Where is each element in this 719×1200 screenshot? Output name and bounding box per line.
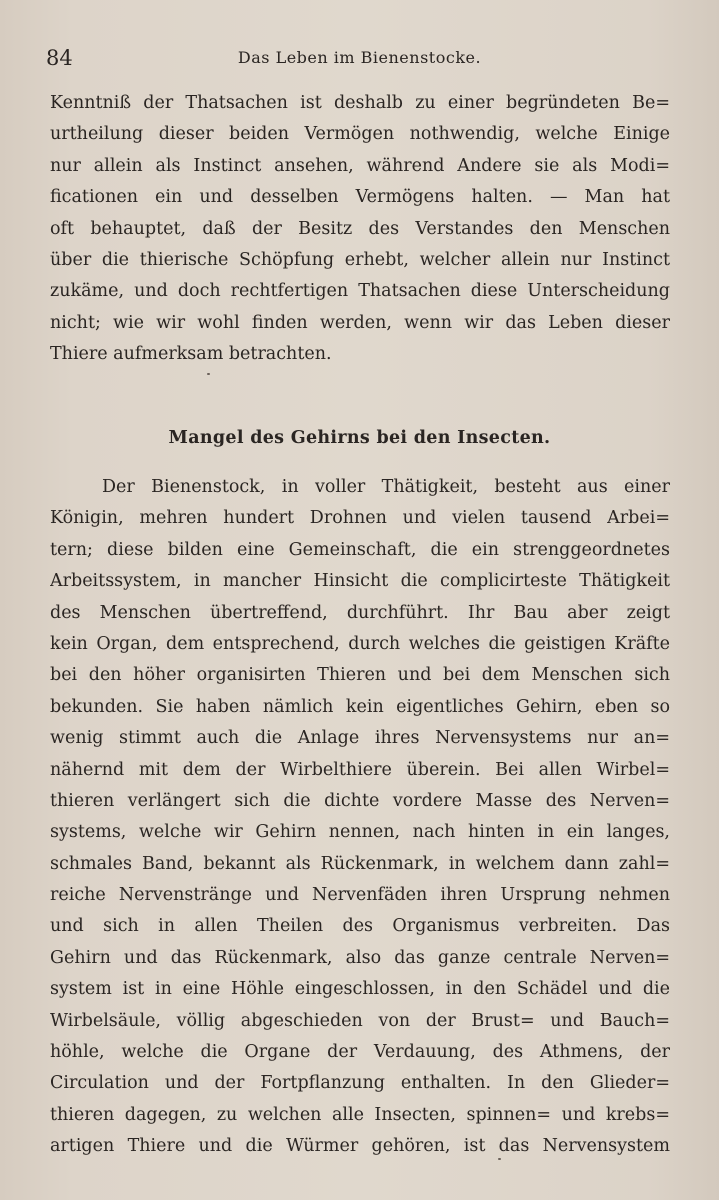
page-header <box>0 46 719 76</box>
text-line: system ist in eine Höhle eingeschlossen, in den Schädel und die <box>50 979 670 1000</box>
text-line: kein Organ, dem entsprechend, durch welches die geistigen Kräfte <box>50 633 670 654</box>
text-line: nicht; wie wir wohl finden werden, wenn wir das Leben dieser <box>50 312 670 333</box>
text-line: über die thierische Schöpfung erhebt, welcher allein nur Instinct <box>50 249 670 270</box>
ink-speck <box>498 1158 501 1160</box>
text-line: bekunden. Sie haben nämlich kein eigentliches Gehirn, eben so <box>50 696 670 717</box>
text-line: Arbeitssystem, in mancher Hinsicht die complicirteste Thätigkeit <box>50 571 670 592</box>
page-number: 84 <box>46 46 73 70</box>
ink-speck <box>207 373 210 375</box>
text-line: des Menschen übertreffend, durchführt. Ihr Bau aber zeigt <box>50 602 670 623</box>
text-line: artigen Thiere und die Würmer gehören, ist das Nervensystem <box>50 1136 670 1157</box>
text-line: Kenntniß der Thatsachen ist deshalb zu einer begründeten Be= <box>50 93 670 113</box>
running-title: Das Leben im Bienenstocke. <box>237 48 482 67</box>
text-line: schmales Band, bekannt als Rückenmark, in welchem dann zahl= <box>50 853 670 874</box>
text-line: Der Bienenstock, in voller Thätigkeit, besteht aus einer <box>102 477 670 497</box>
text-line: Circulation und der Fortpflanzung enthalten. In den Glieder= <box>50 1073 670 1094</box>
text-line: bei den höher organisirten Thieren und bei dem Menschen sich <box>50 665 670 686</box>
text-line: Gehirn und das Rückenmark, also das ganze centrale Nerven= <box>50 947 670 968</box>
text-line: wenig stimmt auch die Anlage ihres Nervensystems nur an= <box>50 728 670 749</box>
text-line: tern; diese bilden eine Gemeinschaft, die ein strenggeordnetes <box>50 539 670 560</box>
text-line: nähernd mit dem der Wirbelthiere überein. Bei allen Wirbel= <box>50 759 670 780</box>
text-line: urtheilung dieser beiden Vermögen nothwendig, welche Einige <box>50 124 670 145</box>
text-line: Wirbelsäule, völlig abgeschieden von der Brust= und Bauch= <box>50 1010 670 1031</box>
paragraph-1 <box>50 88 670 371</box>
text-line: reiche Nervenstränge und Nervenfäden ihren Ursprung nehmen <box>50 885 670 906</box>
text-line: Königin, mehren hundert Drohnen und vielen tausend Arbei= <box>50 508 670 529</box>
text-line: thieren dagegen, zu welchen alle Insecten, spinnen= und krebs= <box>50 1104 670 1125</box>
paragraph-2 <box>50 472 670 1163</box>
text-line: höhle, welche die Organe der Verdauung, des Athmens, der <box>50 1042 670 1063</box>
text-line: nur allein als Instinct ansehen, während Andere sie als Modi= <box>50 155 670 176</box>
text-line: zukäme, und doch rechtfertigen Thatsachen diese Unterscheidung <box>50 281 670 302</box>
text-line: und sich in allen Theilen des Organismus verbreiten. Das <box>50 916 670 937</box>
text-line: oft behauptet, daß der Besitz des Verstandes den Menschen <box>50 218 670 239</box>
text-line: systems, welche wir Gehirn nennen, nach hinten in ein langes, <box>50 822 670 843</box>
text-line: ficationen ein und desselben Vermögens halten. — Man hat <box>50 187 670 208</box>
text-line: thieren verlängert sich die dichte vordere Masse des Nerven= <box>50 790 670 811</box>
section-heading: Mangel des Gehirns bei den Insecten. <box>168 428 551 448</box>
text-line: Thiere aufmerksam betrachten. <box>50 344 332 365</box>
